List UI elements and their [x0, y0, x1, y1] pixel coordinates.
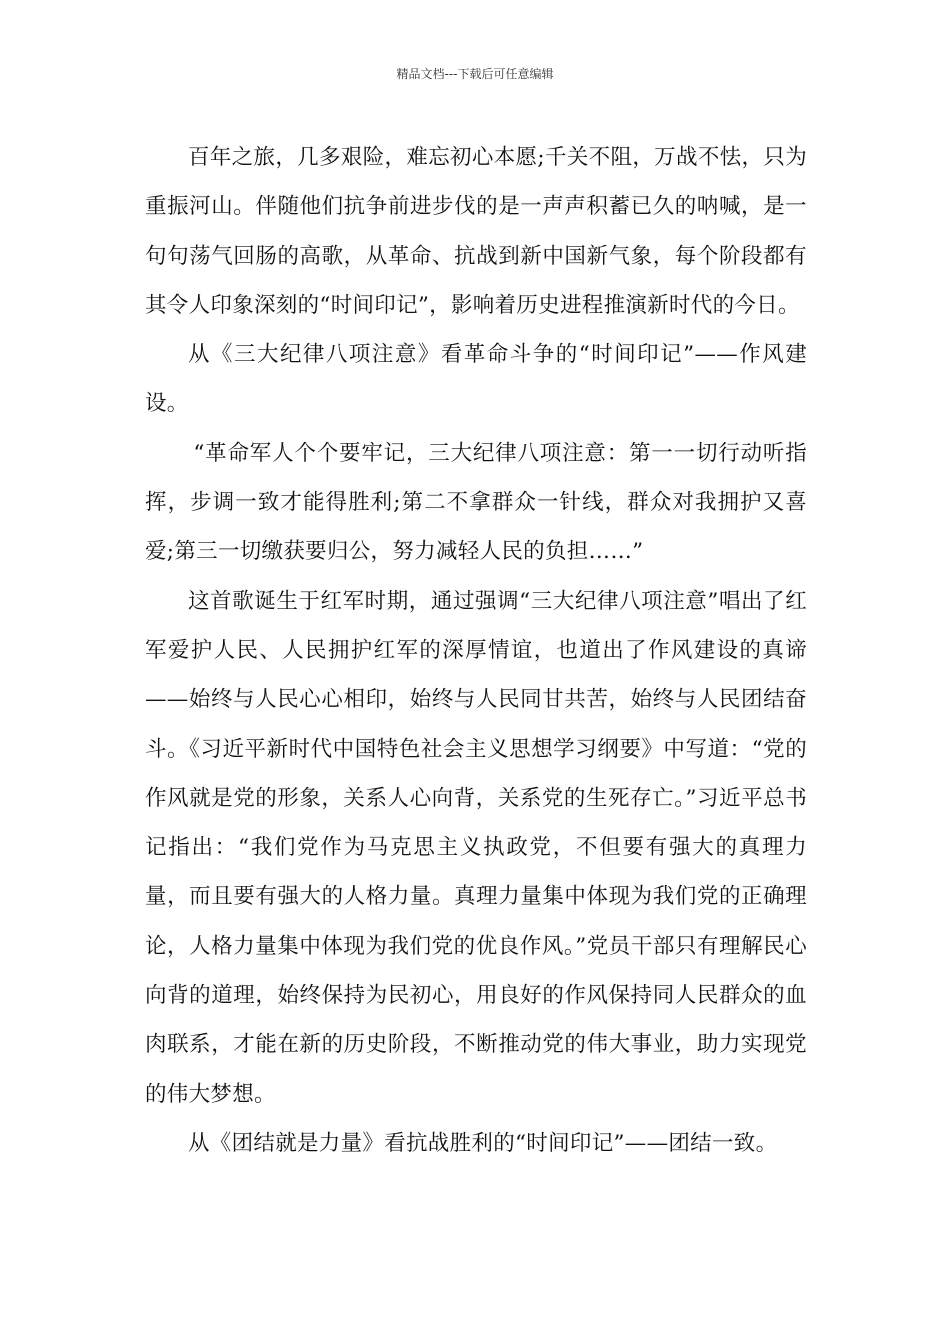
paragraph-song-quote: “革命军人个个要牢记，三大纪律八项注意：第一一切行动听指挥，步调一致才能得胜利;第二不拿群众一针线，群众对我拥护又喜爱;第三一切缴获要归公，努力减轻人民的负担……”	[145, 440, 807, 565]
document-body	[145, 133, 807, 1168]
paragraph-conduct-discussion: 这首歌诞生于红军时期，通过强调“三大纪律八项注意”唱出了红军爱护人民、人民拥护红军的深厚情谊，也道出了作风建设的真谛——始终与人民心心相印，始终与人民同甘共苦，始终与人民团结奋斗。《习近平新时代中国特色社会主义思想学习纲要》中写道：“党的作风就是党的形象，关系人心向背，关系党的生死存亡。”习近平总书记指出：“我们党作为马克思主义执政党，不但要有强大的真理力量，而且要有强大的人格力量。真理力量集中体现为我们党的正确理论，人格力量集中体现为我们党的优良作风。”党员干部只有理解民心向背的道理，始终保持为民初心，用良好的作风保持同人民群众的血肉联系，才能在新的历史阶段，不断推动党的伟大事业，助力实现党的伟大梦想。	[145, 588, 807, 1107]
paragraph-section-heading-unity: 从《团结就是力量》看抗战胜利的“时间印记”——团结一致。	[188, 1130, 778, 1156]
paragraph-intro: 百年之旅，几多艰险，难忘初心本愿;千关不阻，万战不怯，只为重振河山。伴随他们抗争前进步伐的是一声声积蓄已久的呐喊，是一句句荡气回肠的高歌，从革命、抗战到新中国新气象，每个阶段都有其令人印象深刻的“时间印记”，影响着历史进程推演新时代的今日。	[145, 145, 807, 318]
paragraph-section-heading-conduct: 从《三大纪律八项注意》看革命斗争的“时间印记”——作风建设。	[145, 342, 807, 417]
page-header: 精品文档---下载后可任意编辑	[396, 67, 554, 81]
